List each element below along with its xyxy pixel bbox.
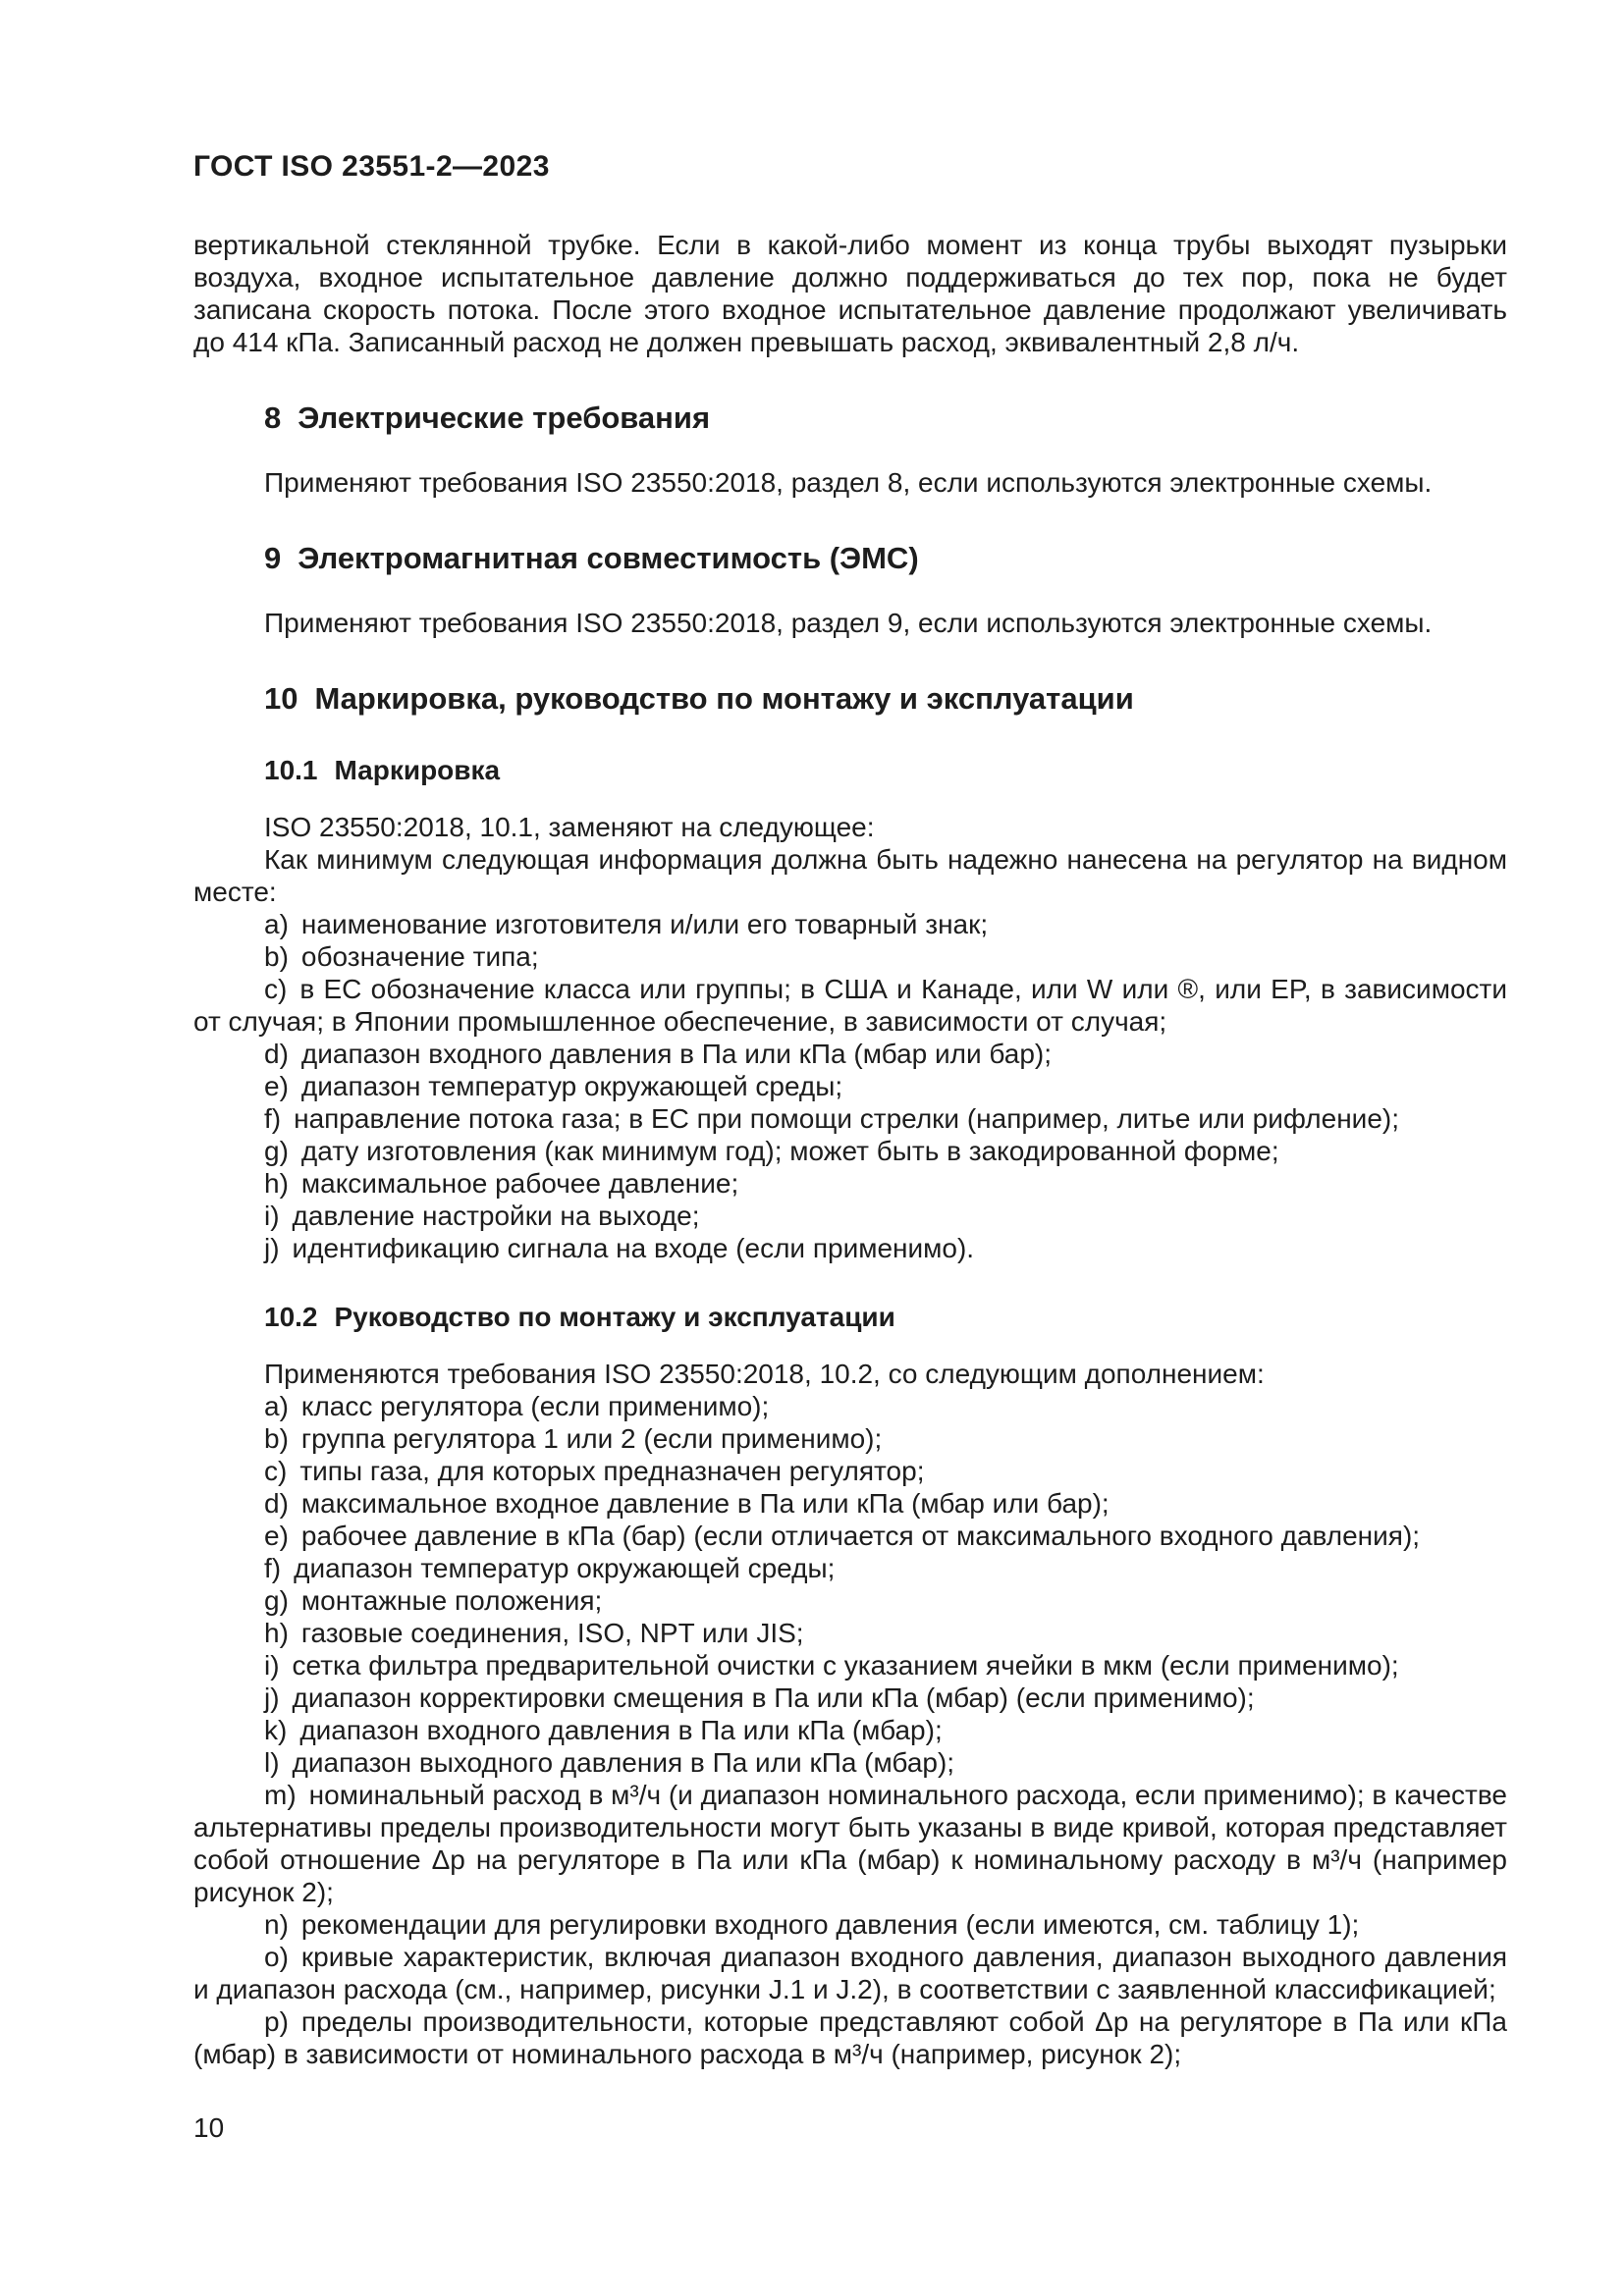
- list-item-label: m): [264, 1780, 297, 1810]
- list-item-label: k): [264, 1715, 288, 1745]
- list-item-text: обозначение типа;: [300, 941, 539, 972]
- list-item: [193, 1200, 1507, 1232]
- list-item: [193, 1649, 1507, 1682]
- section-9-body: Применяют требования ISO 23550:2018, раздел 9, если используются электронные схемы.: [264, 608, 1433, 638]
- list-item: [193, 1682, 1507, 1714]
- list-item-text: рекомендации для регулировки входного давления (если имеются, см. таблицу 1);: [300, 1909, 1360, 1940]
- section-8-heading: [193, 400, 1507, 437]
- list-item-label: j): [264, 1233, 280, 1263]
- list-item-text: номинальный расход в м³/ч (и диапазон номинального расхода, если применимо); в качестве альтернативы пределы производительности могут быть указаны в виде кривой, которая представляет собой отношение Δp на регуляторе в Па или кПа (мбар) к номинальному расходу в м³/ч (например рисунок 2);: [193, 1780, 1507, 1907]
- section-9-title: Электромагнитная совместимость (ЭМС): [298, 541, 919, 575]
- section-10-title: Маркировка, руководство по монтажу и эксплуатации: [314, 681, 1134, 716]
- list-item-text: диапазон входного давления в Па или кПа (мбар);: [299, 1715, 943, 1745]
- list-item-label: l): [264, 1747, 280, 1778]
- list-item-text: сетка фильтра предварительной очистки с указанием ячейки в мкм (если применимо);: [292, 1650, 1399, 1681]
- list-item-text: максимальное входное давление в Па или кПа (мбар или бар);: [300, 1488, 1110, 1519]
- list-item: [193, 1552, 1507, 1584]
- list-item: [193, 1390, 1507, 1422]
- section-8-body: Применяют требования ISO 23550:2018, раздел 8, если используются электронные схемы.: [264, 467, 1433, 498]
- list-item-text: класс регулятора (если применимо);: [300, 1391, 770, 1421]
- list-item-label: o): [264, 1942, 289, 1972]
- list-item: [193, 1908, 1507, 1941]
- list-item-text: кривые характеристик, включая диапазон входного давления, диапазон выходного давления и диапазон расхода (см., например, рисунки J.1 и J.2), в соответствии с заявленной классификацией;: [193, 1942, 1507, 2004]
- list-item-text: идентификацию сигнала на входе (если применимо).: [292, 1233, 975, 1263]
- section-10-1-intro-1: ISO 23550:2018, 10.1, заменяют на следующее:: [264, 812, 875, 842]
- list-item: [193, 1941, 1507, 2005]
- list-item-label: f): [264, 1553, 282, 1583]
- list-item-text: диапазон входного давления в Па или кПа (мбар или бар);: [300, 1039, 1053, 1069]
- section-10-2-heading: [193, 1300, 1507, 1334]
- section-8-title: Электрические требования: [298, 400, 711, 435]
- section-8-number: 8: [264, 400, 282, 435]
- list-item-label: i): [264, 1650, 280, 1681]
- list-item-text: в ЕС обозначение класса или группы; в США и Канаде, или W или ®, или EP, в зависимости от случая; в Японии промышленное обеспечение, в зависимости от случая;: [193, 974, 1507, 1037]
- list-item: [193, 1102, 1507, 1135]
- list-item-text: монтажные положения;: [300, 1585, 603, 1616]
- list-item: [193, 2005, 1507, 2070]
- section-10-1-heading: [193, 753, 1507, 787]
- list-item-label: b): [264, 1423, 289, 1454]
- list-item-label: g): [264, 1136, 289, 1166]
- section-10-1-intro-2: Как минимум следующая информация должна быть надежно нанесена на регулятор на видном месте:: [193, 844, 1507, 907]
- list-item: [193, 1455, 1507, 1487]
- list-item-text: диапазон температур окружающей среды;: [294, 1553, 836, 1583]
- list-item-text: дату изготовления (как минимум год); может быть в закодированной форме;: [300, 1136, 1279, 1166]
- section-10-heading: [193, 680, 1507, 718]
- list-item: [193, 1232, 1507, 1264]
- section-10-number: 10: [264, 681, 298, 716]
- list-item: [193, 1617, 1507, 1649]
- list-item: [193, 1779, 1507, 1908]
- list-item: [193, 1135, 1507, 1167]
- list-item-label: g): [264, 1585, 289, 1616]
- list-item: [193, 1520, 1507, 1552]
- list-item-text: давление настройки на выходе;: [292, 1201, 700, 1231]
- list-item-label: h): [264, 1618, 289, 1648]
- list-item-label: e): [264, 1071, 289, 1101]
- list-item-text: пределы производительности, которые представляют собой Δp на регуляторе в Па или кПа (мбар) в зависимости от номинального расхода в м³/ч (например, рисунок 2);: [193, 2006, 1507, 2069]
- list-item: [193, 1714, 1507, 1746]
- list-item: [193, 1038, 1507, 1070]
- list-item: [193, 1167, 1507, 1200]
- section-9-number: 9: [264, 541, 282, 575]
- list-item-label: d): [264, 1039, 289, 1069]
- list-item: [193, 1070, 1507, 1102]
- list-item: [193, 940, 1507, 973]
- list-item-label: h): [264, 1168, 289, 1199]
- section-10-2-intro: Применяются требования ISO 23550:2018, 10.2, со следующим дополнением:: [264, 1359, 1265, 1389]
- list-item-label: n): [264, 1909, 289, 1940]
- section-10-1-title: Маркировка: [334, 755, 501, 785]
- section-10-1-number: 10.1: [264, 755, 318, 785]
- list-item: [193, 1487, 1507, 1520]
- list-item-text: диапазон корректировки смещения в Па или кПа (мбар) (если применимо);: [292, 1682, 1255, 1713]
- list-item-label: f): [264, 1103, 282, 1134]
- list-item-label: i): [264, 1201, 280, 1231]
- running-header: ГОСТ ISO 23551-2—2023: [193, 150, 550, 183]
- section-9-heading: [193, 540, 1507, 577]
- list-item: [193, 908, 1507, 940]
- list-item-label: c): [264, 974, 288, 1004]
- intro-paragraph: вертикальной стеклянной трубке. Если в какой-либо момент из конца трубы выходят пузырьки воздуха, входное испытательное давление должно поддерживаться до тех пор, пока не будет записана скорость потока. После этого входное испытательное давление продолжают увеличивать до 414 кПа. Записанный расход не должен превышать расход, эквивалентный 2,8 л/ч.: [193, 230, 1507, 357]
- list-item-text: направление потока газа; в ЕС при помощи стрелки (например, литье или рифление);: [294, 1103, 1399, 1134]
- list-item: [193, 1584, 1507, 1617]
- list-item-label: d): [264, 1488, 289, 1519]
- marking-items-list: [193, 908, 1507, 1264]
- page-number: 10: [193, 2112, 225, 2143]
- section-10-2-title: Руководство по монтажу и эксплуатации: [334, 1302, 895, 1332]
- list-item: [193, 1746, 1507, 1779]
- list-item-label: c): [264, 1456, 288, 1486]
- list-item-label: j): [264, 1682, 280, 1713]
- list-item-text: максимальное рабочее давление;: [300, 1168, 739, 1199]
- list-item-text: диапазон выходного давления в Па или кПа (мбар);: [292, 1747, 955, 1778]
- list-item-text: группа регулятора 1 или 2 (если применимо);: [300, 1423, 883, 1454]
- list-item: [193, 1422, 1507, 1455]
- manual-items-list: [193, 1390, 1507, 2070]
- section-10-2-number: 10.2: [264, 1302, 318, 1332]
- list-item-text: рабочее давление в кПа (бар) (если отличается от максимального входного давления);: [300, 1521, 1421, 1551]
- list-item: [193, 973, 1507, 1038]
- list-item-text: наименование изготовителя и/или его товарный знак;: [300, 909, 989, 939]
- list-item-text: газовые соединения, ISO, NPT или JIS;: [300, 1618, 804, 1648]
- list-item-label: b): [264, 941, 289, 972]
- list-item-text: типы газа, для которых предназначен регулятор;: [299, 1456, 925, 1486]
- list-item-text: диапазон температур окружающей среды;: [300, 1071, 843, 1101]
- list-item-label: a): [264, 909, 289, 939]
- list-item-label: p): [264, 2006, 289, 2037]
- list-item-label: a): [264, 1391, 289, 1421]
- list-item-label: e): [264, 1521, 289, 1551]
